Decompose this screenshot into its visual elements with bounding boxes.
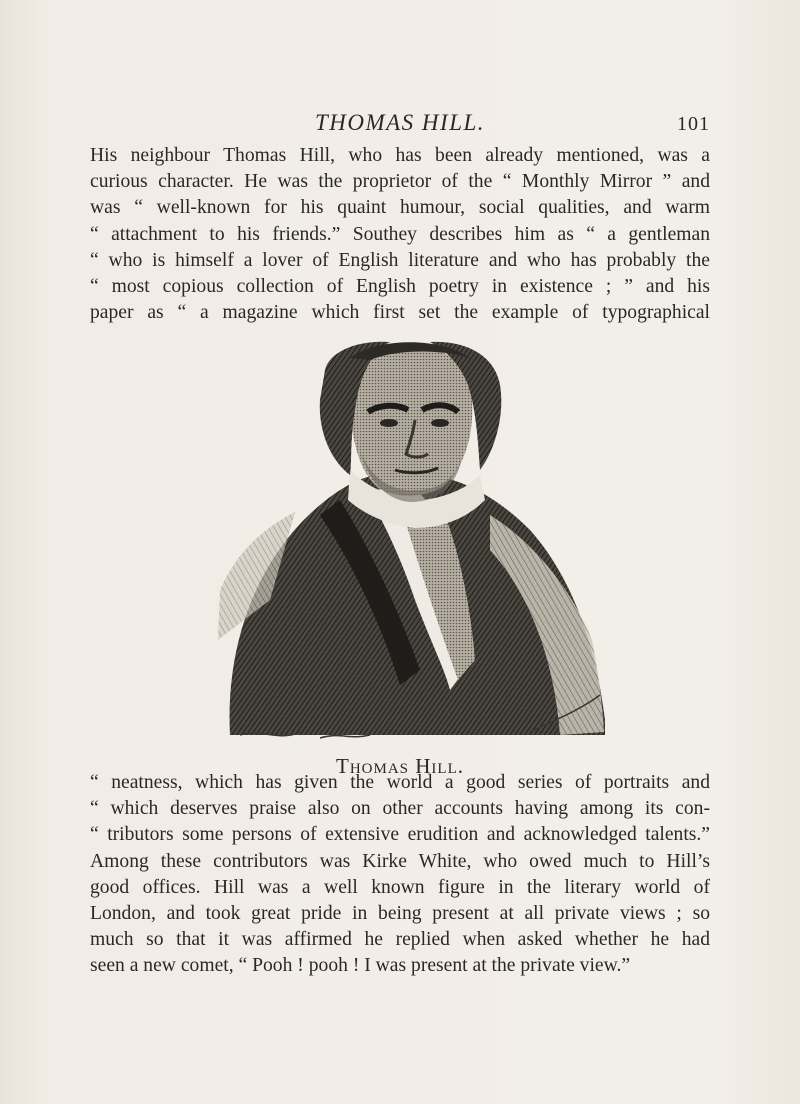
figure-caption: Thomas Hill. [336,754,464,778]
page-number: 101 [677,113,710,135]
text-line: “ most copious collection of English poetry in existence ; ” and his [90,276,710,298]
paragraph-continuation [90,770,710,980]
text-line: good offices. Hill was a well known figure in the literary world of [90,876,710,898]
text-line: curious character. He was the proprietor of the “ Monthly Mirror ” and [90,171,710,193]
text-line: “ tributors some persons of extensive erudition and acknowledged talents.” [90,824,710,846]
text-line: His neighbour Thomas Hill, who has been already mentioned, was a [90,145,710,166]
paragraph-intro [90,143,710,326]
running-head [0,110,800,140]
text-line: “ neatness, which has given the world a good series of portraits and [90,772,710,793]
portrait-engraving [200,340,610,752]
text-line: paper as “ a magazine which first set the example of typographical [90,302,710,324]
text-line: “ attachment to his friends.” Southey describes him as “ a gentleman [90,223,710,245]
text-line: “ which deserves praise also on other accounts having among its con- [90,798,710,820]
text-line: Among these contributors was Kirke White, who owed much to Hill’s [90,850,710,872]
eye-right [431,419,449,427]
text-line: was “ well-known for his quaint humour, social qualities, and warm [90,197,710,219]
text-line: seen a new comet, “ Pooh ! pooh ! I was present at the private view.” [90,955,631,977]
running-title: THOMAS HILL. [314,110,486,135]
text-line: “ who is himself a lover of English literature and who has probably the [90,249,710,271]
eye-left [380,419,398,427]
text-line: much so that it was affirmed he replied when asked whether he had [90,929,710,951]
text-line: London, and took great pride in being present at all private views ; so [90,903,710,925]
